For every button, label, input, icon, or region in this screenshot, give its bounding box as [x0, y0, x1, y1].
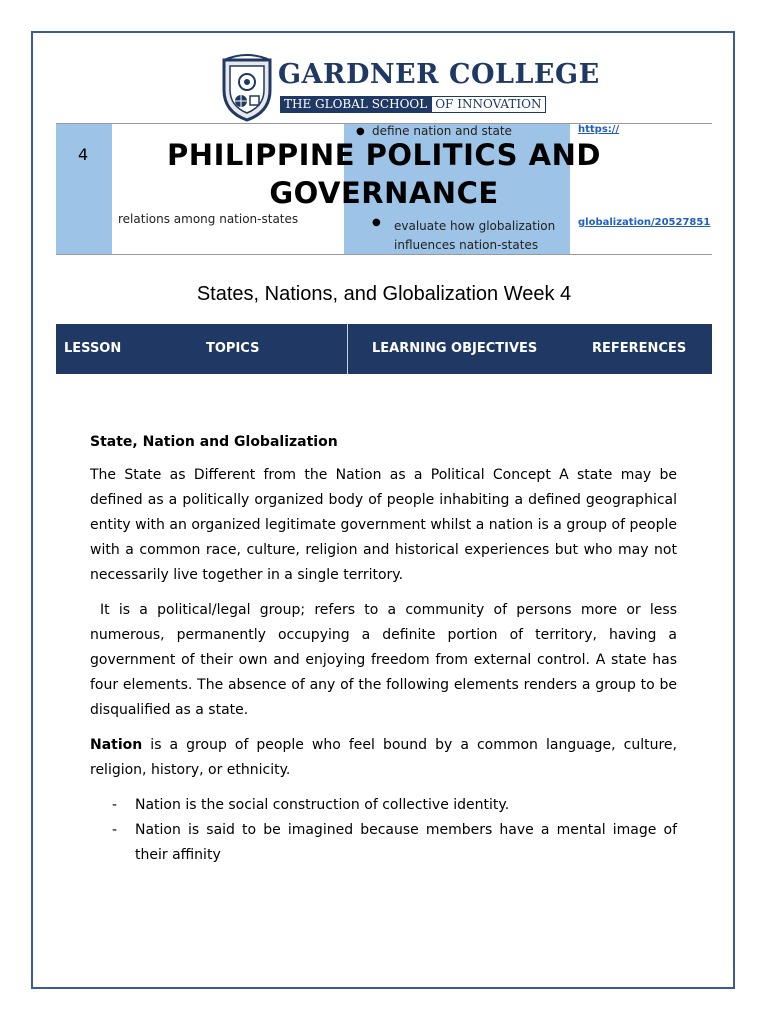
college-logo [220, 54, 600, 124]
objective-item: evaluate how globalization influences nation-states [394, 219, 556, 252]
document-title: PHILIPPINE POLITICS AND GOVERNANCE [167, 138, 601, 210]
dash-bullet: - [112, 797, 118, 813]
lesson-number: 4 [78, 145, 89, 164]
reference-link[interactable]: https:// [578, 124, 620, 135]
header-divider [347, 324, 348, 374]
bullet-icon: ● [356, 126, 365, 137]
section-heading: State, Nation and Globalization [90, 434, 338, 450]
bullet-icon: ● [372, 217, 381, 228]
logo-name: GARDNER COLLEGE [278, 59, 600, 90]
paragraph-text: is a group of people who feel bound by a common language, culture, religion, history, or ethnicity. [90, 737, 677, 778]
list-item [90, 793, 677, 818]
bold-term: Nation [90, 737, 143, 753]
header-topics: TOPICS [206, 341, 260, 356]
header-references: REFERENCES [592, 341, 687, 356]
table-header [56, 324, 712, 374]
shield-crest-icon [220, 54, 274, 122]
logo-tagline [280, 96, 546, 113]
document-subtitle: States, Nations, and Globalization Week 4 [196, 283, 572, 305]
header-lesson: LESSON [64, 341, 122, 356]
paragraph: The State as Different from the Nation as a Political Concept A state may be defined as a politically organized body of people inhabiting a defined geographical entity with an organized legitimate government whilst a nation is a group of people with a common race, culture, religion and historical experiences but who may not necessarily live together in a single territory. [90, 467, 677, 583]
dash-bullet: - [112, 822, 118, 838]
reference-link[interactable]: globalization/20527851 [578, 217, 711, 228]
nation-list [90, 793, 677, 868]
header-learning-objectives: LEARNING OBJECTIVES [372, 341, 538, 356]
document-body [90, 430, 677, 868]
objective-item: define nation and state [372, 124, 512, 138]
list-item-text: Nation is said to be imagined because members have a mental image of their affinity [135, 822, 677, 863]
list-item-text: Nation is the social construction of collective identity. [135, 797, 510, 813]
list-item [90, 818, 677, 868]
paragraph [90, 733, 677, 783]
paragraph: It is a political/legal group; refers to a community of persons more or less numerous, permanently occupying a definite portion of territory, having a government of their own and enjoying freedom from external control. A state has four elements. The absence of any of the following elements renders a group to be disqualified as a state. [90, 602, 677, 718]
logo-tagline-a: THE GLOBAL SCHOOL [280, 96, 431, 113]
topic-fragment: relations among nation-states [118, 212, 299, 226]
logo-tagline-b: OF INNOVATION [431, 96, 545, 113]
